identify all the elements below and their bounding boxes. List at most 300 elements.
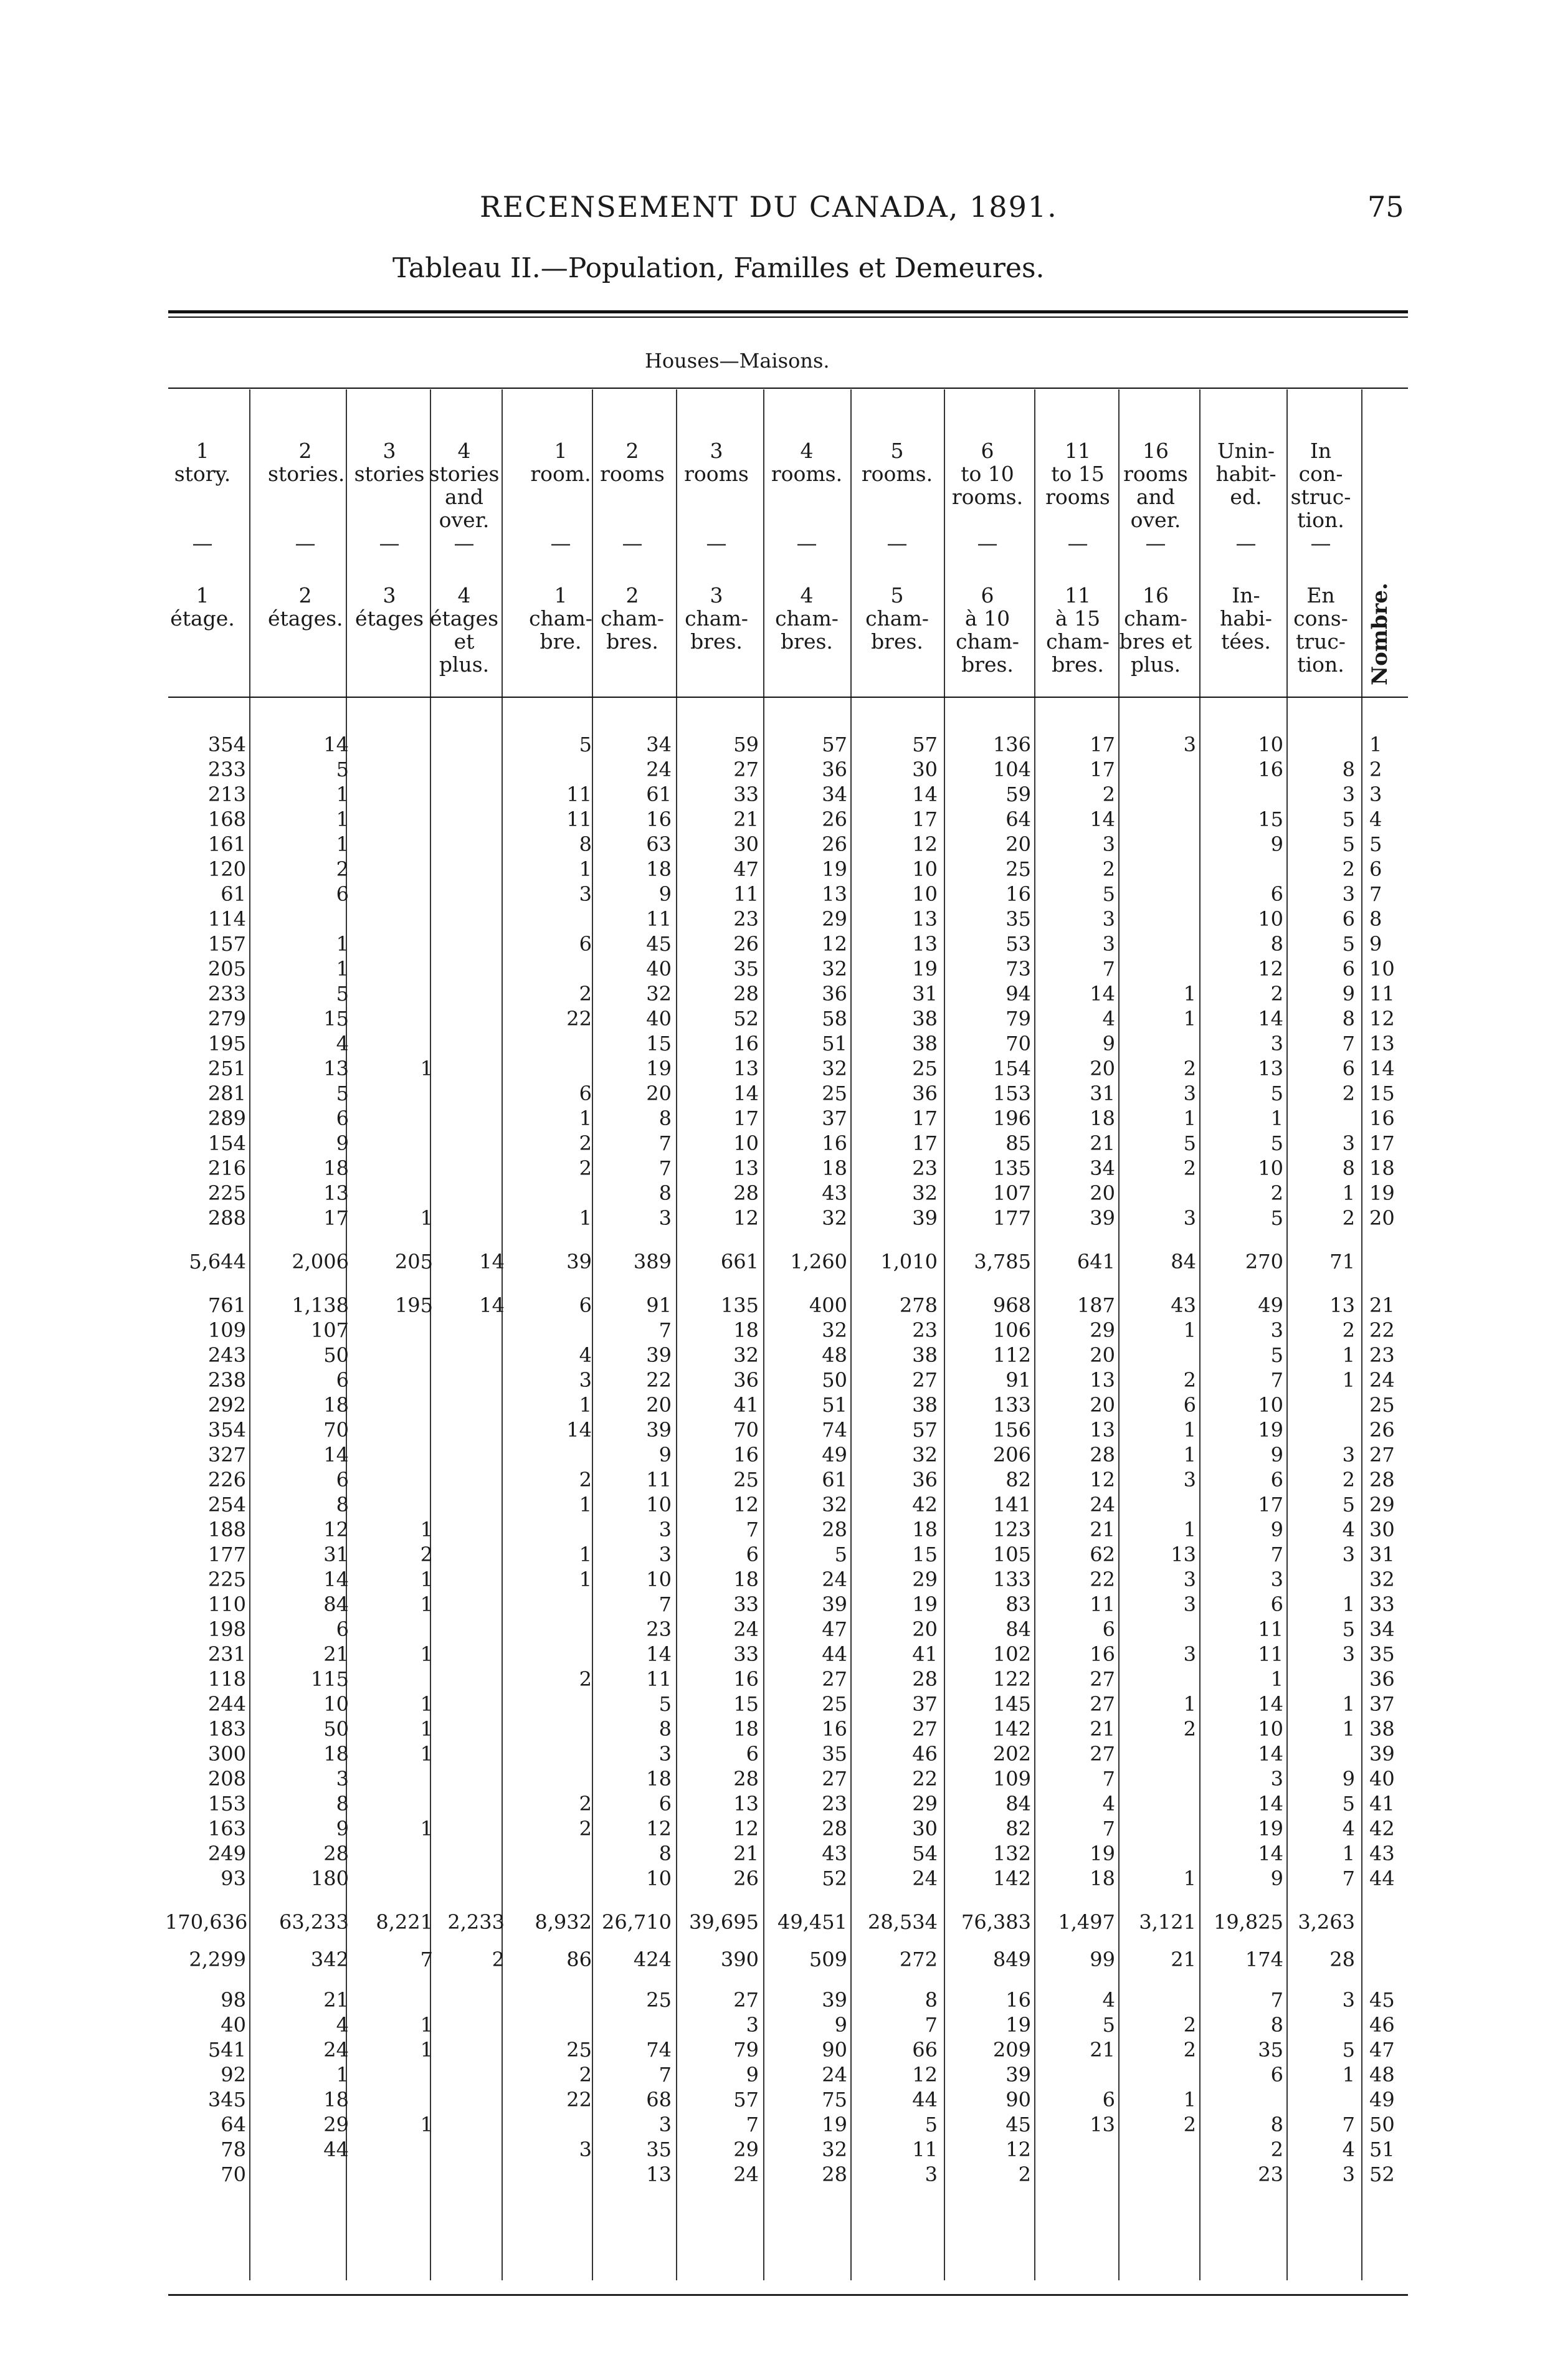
table-row-10-col-1: 205	[207, 957, 246, 981]
column-dash-14: —	[1310, 531, 1331, 555]
table-row-26-col-6: 39	[646, 1418, 672, 1442]
table-row-6-col-11: 2	[1102, 857, 1115, 881]
column-rule-4	[502, 389, 503, 2280]
table-row-42-col-1: 163	[207, 1817, 246, 1840]
table-row-17-col-9: 17	[912, 1131, 938, 1155]
table-row-38-col-3: 1	[420, 1717, 433, 1741]
table-row-26-col-1: 354	[207, 1418, 246, 1442]
table-row-44-col-10: 142	[992, 1867, 1031, 1890]
table-row-3-col-9: 14	[912, 783, 938, 806]
table-row-2-col-9: 30	[912, 758, 938, 781]
table-row-17-col-5: 2	[579, 1131, 592, 1155]
table-row-1-col-6: 34	[646, 733, 672, 756]
table-row-49-nombre: 49	[1369, 2088, 1395, 2111]
table-row-1-col-13: 10	[1258, 733, 1283, 756]
table-row-13-col-14: 7	[1342, 1032, 1355, 1055]
table-row-26-col-10: 156	[992, 1418, 1031, 1442]
column-rule-12	[1199, 389, 1201, 2280]
table-row-26-nombre: 26	[1369, 1418, 1395, 1442]
table-row-11-col-8: 36	[822, 982, 847, 1006]
table-row-31-col-12: 13	[1171, 1543, 1196, 1566]
table-row-21-col-4: 14	[479, 1293, 505, 1317]
column-header-en-5: 1 room.	[530, 439, 591, 486]
table-row-47-nombre: 47	[1369, 2038, 1395, 2062]
table-row-47-col-12: 2	[1183, 2038, 1196, 2062]
table-row-32-col-7: 18	[733, 1568, 759, 1591]
table-row-45-col-11: 4	[1102, 1988, 1115, 2012]
table-row-8-col-1: 114	[207, 907, 246, 931]
table-row-19-col-13: 2	[1270, 1181, 1283, 1205]
total-row-b-col-2: 342	[310, 1948, 349, 1971]
table-row-6-col-7: 47	[733, 857, 759, 881]
column-header-en-7: 3 rooms	[684, 439, 749, 486]
table-row-39-col-1: 300	[207, 1742, 246, 1766]
table-row-15-col-5: 6	[579, 1082, 592, 1105]
table-row-34-col-6: 23	[646, 1617, 672, 1641]
table-row-1-col-9: 57	[912, 733, 938, 756]
table-row-22-col-2: 107	[310, 1318, 349, 1342]
table-row-10-col-7: 35	[733, 957, 759, 981]
table-row-15-col-11: 31	[1090, 1082, 1115, 1105]
table-row-43-col-9: 54	[912, 1842, 938, 1865]
total-row-b-col-7: 390	[720, 1948, 759, 1971]
column-dash-4: —	[454, 531, 475, 555]
column-header-en-14: In con- struc- tion.	[1290, 439, 1351, 532]
table-row-14-col-9: 25	[912, 1057, 938, 1080]
table-row-12-col-2: 15	[323, 1007, 349, 1031]
column-header-fr-4: 4 étages et plus.	[429, 583, 499, 677]
table-row-7-col-6: 9	[659, 882, 672, 906]
total-row-b-col-13: 174	[1245, 1948, 1283, 1971]
table-row-28-nombre: 28	[1369, 1468, 1395, 1492]
column-header-en-13: Unin- habit- ed.	[1215, 439, 1277, 509]
table-row-48-col-13: 6	[1270, 2063, 1283, 2087]
table-row-29-col-11: 24	[1090, 1493, 1115, 1516]
table-row-35-col-7: 33	[733, 1642, 759, 1666]
table-row-43-col-14: 1	[1342, 1842, 1355, 1865]
table-row-15-col-1: 281	[207, 1082, 246, 1105]
table-row-19-col-8: 43	[822, 1181, 847, 1205]
table-row-24-col-9: 27	[912, 1368, 938, 1392]
table-row-19-col-14: 1	[1342, 1181, 1355, 1205]
table-row-16-col-5: 1	[579, 1107, 592, 1130]
table-row-2-col-7: 27	[733, 758, 759, 781]
table-row-8-col-8: 29	[822, 907, 847, 931]
table-row-32-col-5: 1	[579, 1568, 592, 1591]
table-row-50-col-12: 2	[1183, 2113, 1196, 2136]
table-row-41-col-10: 84	[1006, 1792, 1031, 1816]
column-header-fr-13: In- habi- tées.	[1220, 583, 1272, 654]
table-row-36-col-13: 1	[1270, 1667, 1283, 1691]
table-row-12-col-1: 279	[207, 1007, 246, 1031]
table-row-31-col-13: 7	[1270, 1543, 1283, 1566]
table-row-42-col-3: 1	[420, 1817, 433, 1840]
table-row-34-col-7: 24	[733, 1617, 759, 1641]
table-row-19-col-9: 32	[912, 1181, 938, 1205]
table-row-1-col-1: 354	[207, 733, 246, 756]
subtotal-row-col-4: 14	[479, 1250, 505, 1273]
table-row-46-col-8: 9	[834, 2013, 847, 2037]
total-row-b-col-6: 424	[633, 1948, 672, 1971]
subtotal-row-col-13: 270	[1245, 1250, 1283, 1273]
column-header-en-11: 11 to 15 rooms	[1045, 439, 1110, 509]
table-row-28-col-12: 3	[1183, 1468, 1196, 1492]
table-row-46-col-12: 2	[1183, 2013, 1196, 2037]
table-row-42-col-11: 7	[1102, 1817, 1115, 1840]
total-row-b-col-3: 7	[420, 1948, 433, 1971]
table-row-10-col-11: 7	[1102, 957, 1115, 981]
table-row-16-col-1: 289	[207, 1107, 246, 1130]
column-header-fr-14: En cons- truc- tion.	[1293, 583, 1348, 677]
table-row-33-col-1: 110	[207, 1592, 246, 1616]
table-row-38-col-1: 183	[207, 1717, 246, 1741]
table-row-3-col-5: 11	[566, 783, 592, 806]
table-row-52-col-9: 3	[925, 2163, 938, 2186]
table-row-19-col-10: 107	[992, 1181, 1031, 1205]
table-row-37-nombre: 37	[1369, 1692, 1395, 1716]
table-row-34-col-1: 198	[207, 1617, 246, 1641]
table-row-8-col-11: 3	[1102, 907, 1115, 931]
table-row-7-col-13: 6	[1270, 882, 1283, 906]
table-row-51-col-7: 29	[733, 2138, 759, 2161]
table-row-7-col-8: 13	[822, 882, 847, 906]
table-row-23-nombre: 23	[1369, 1343, 1395, 1367]
table-row-5-col-1: 161	[207, 832, 246, 856]
table-row-20-col-3: 1	[420, 1206, 433, 1230]
table-row-19-col-6: 8	[659, 1181, 672, 1205]
table-row-48-col-8: 24	[822, 2063, 847, 2087]
table-row-20-col-1: 288	[207, 1206, 246, 1230]
column-header-fr-11: 11 à 15 cham- bres.	[1046, 583, 1110, 677]
table-row-40-col-13: 3	[1270, 1767, 1283, 1791]
table-row-28-col-6: 11	[646, 1468, 672, 1492]
table-row-26-col-12: 1	[1183, 1418, 1196, 1442]
table-row-4-col-7: 21	[733, 807, 759, 831]
table-row-25-col-1: 292	[207, 1393, 246, 1417]
table-row-13-col-6: 15	[646, 1032, 672, 1055]
column-dash-13: —	[1235, 531, 1257, 555]
table-row-47-col-9: 66	[912, 2038, 938, 2062]
table-row-30-col-11: 21	[1090, 1518, 1115, 1541]
table-row-28-col-14: 2	[1342, 1468, 1355, 1492]
table-row-44-col-9: 24	[912, 1867, 938, 1890]
column-dash-2: —	[295, 531, 316, 555]
table-row-4-col-10: 64	[1006, 807, 1031, 831]
total-row-a-col-10: 76,383	[961, 1910, 1031, 1934]
table-row-37-col-1: 244	[207, 1692, 246, 1716]
table-row-48-nombre: 48	[1369, 2063, 1395, 2087]
table-row-17-col-12: 5	[1183, 1131, 1196, 1155]
table-row-40-col-10: 109	[992, 1767, 1031, 1791]
table-row-23-col-2: 50	[323, 1343, 349, 1367]
total-row-a-col-8: 49,451	[777, 1910, 847, 1934]
table-row-19-nombre: 19	[1369, 1181, 1395, 1205]
table-row-2-col-13: 16	[1258, 758, 1283, 781]
total-row-b-col-11: 99	[1090, 1948, 1115, 1971]
table-row-45-col-14: 3	[1342, 1988, 1355, 2012]
table-row-51-col-6: 35	[646, 2138, 672, 2161]
table-row-27-col-1: 327	[207, 1443, 246, 1467]
table-row-24-col-1: 238	[207, 1368, 246, 1392]
table-row-52-col-14: 3	[1342, 2163, 1355, 2186]
bottom-rule	[168, 2294, 1408, 2296]
table-row-1-col-7: 59	[733, 733, 759, 756]
table-row-21-col-9: 278	[899, 1293, 938, 1317]
table-row-1-col-2: 14	[323, 733, 349, 756]
table-row-24-col-8: 50	[822, 1368, 847, 1392]
table-row-13-col-9: 38	[912, 1032, 938, 1055]
table-row-3-nombre: 3	[1369, 783, 1382, 806]
table-row-24-col-5: 3	[579, 1368, 592, 1392]
table-row-26-col-5: 14	[566, 1418, 592, 1442]
table-row-22-col-13: 3	[1270, 1318, 1283, 1342]
header-bottom-rule	[168, 697, 1408, 698]
table-row-27-col-2: 14	[323, 1443, 349, 1467]
table-row-50-col-11: 13	[1090, 2113, 1115, 2136]
table-row-24-col-12: 2	[1183, 1368, 1196, 1392]
group-heading-rule	[168, 388, 1408, 389]
table-row-4-col-8: 26	[822, 807, 847, 831]
subtotal-row-col-11: 641	[1077, 1250, 1115, 1273]
page-number: 75	[1367, 190, 1404, 224]
table-row-40-col-7: 28	[733, 1767, 759, 1791]
table-row-50-col-1: 64	[221, 2113, 246, 2136]
table-row-35-col-3: 1	[420, 1642, 433, 1666]
table-row-16-col-9: 17	[912, 1107, 938, 1130]
table-row-45-col-2: 21	[323, 1988, 349, 2012]
table-row-25-col-6: 20	[646, 1393, 672, 1417]
table-row-30-col-3: 1	[420, 1518, 433, 1541]
table-row-24-col-14: 1	[1342, 1368, 1355, 1392]
table-row-1-col-10: 136	[992, 733, 1031, 756]
column-rule-10	[1034, 389, 1035, 2280]
column-header-en-12: 16 rooms and over.	[1123, 439, 1188, 532]
table-row-8-col-14: 6	[1342, 907, 1355, 931]
table-row-35-col-9: 41	[912, 1642, 938, 1666]
table-row-21-col-11: 187	[1077, 1293, 1115, 1317]
table-row-10-col-6: 40	[646, 957, 672, 981]
table-row-17-col-11: 21	[1090, 1131, 1115, 1155]
table-row-5-col-9: 12	[912, 832, 938, 856]
column-dash-12: —	[1145, 531, 1166, 555]
table-row-50-col-3: 1	[420, 2113, 433, 2136]
table-row-24-col-10: 91	[1006, 1368, 1031, 1392]
column-dash-6: —	[622, 531, 643, 555]
table-row-20-col-9: 39	[912, 1206, 938, 1230]
table-row-21-col-8: 400	[809, 1293, 847, 1317]
table-row-32-col-13: 3	[1270, 1568, 1283, 1591]
table-row-18-col-5: 2	[579, 1156, 592, 1180]
table-row-31-col-3: 2	[420, 1543, 433, 1566]
table-row-43-col-11: 19	[1090, 1842, 1115, 1865]
table-row-12-col-13: 14	[1258, 1007, 1283, 1031]
table-row-44-col-14: 7	[1342, 1867, 1355, 1890]
total-row-b-col-8: 509	[809, 1948, 847, 1971]
subtotal-row-col-14: 71	[1329, 1250, 1355, 1273]
table-row-8-nombre: 8	[1369, 907, 1382, 931]
table-row-8-col-10: 35	[1006, 907, 1031, 931]
table-row-3-col-6: 61	[646, 783, 672, 806]
table-row-40-nombre: 40	[1369, 1767, 1395, 1791]
table-row-5-col-2: 1	[336, 832, 349, 856]
table-row-8-col-13: 10	[1258, 907, 1283, 931]
total-row-a-col-4: 2,233	[447, 1910, 505, 1934]
table-row-16-col-13: 1	[1270, 1107, 1283, 1130]
table-row-33-col-8: 39	[822, 1592, 847, 1616]
table-row-50-col-7: 7	[746, 2113, 759, 2136]
table-row-27-col-9: 32	[912, 1443, 938, 1467]
table-row-30-col-12: 1	[1183, 1518, 1196, 1541]
table-row-26-col-11: 13	[1090, 1418, 1115, 1442]
table-row-12-col-9: 38	[912, 1007, 938, 1031]
table-row-22-col-6: 7	[659, 1318, 672, 1342]
table-row-43-col-13: 14	[1258, 1842, 1283, 1865]
table-row-36-col-5: 2	[579, 1667, 592, 1691]
table-row-48-col-10: 39	[1006, 2063, 1031, 2087]
subtotal-row-col-2: 2,006	[292, 1250, 349, 1273]
table-row-47-col-7: 79	[733, 2038, 759, 2062]
table-row-42-col-9: 30	[912, 1817, 938, 1840]
table-row-43-col-2: 28	[323, 1842, 349, 1865]
table-row-35-col-1: 231	[207, 1642, 246, 1666]
table-row-45-col-1: 98	[221, 1988, 246, 2012]
table-row-26-col-8: 74	[822, 1418, 847, 1442]
table-row-11-col-14: 9	[1342, 982, 1355, 1006]
table-row-3-col-11: 2	[1102, 783, 1115, 806]
table-row-39-col-9: 46	[912, 1742, 938, 1766]
table-row-38-col-6: 8	[659, 1717, 672, 1741]
table-row-26-col-2: 70	[323, 1418, 349, 1442]
column-header-fr-3: 3 étages	[354, 583, 424, 631]
total-row-a-col-13: 19,825	[1214, 1910, 1283, 1934]
table-row-49-col-6: 68	[646, 2088, 672, 2111]
table-row-38-col-7: 18	[733, 1717, 759, 1741]
table-row-37-col-10: 145	[992, 1692, 1031, 1716]
table-row-51-col-10: 12	[1006, 2138, 1031, 2161]
table-row-51-col-2: 44	[323, 2138, 349, 2161]
table-row-40-col-9: 22	[912, 1767, 938, 1791]
column-header-en-9: 5 rooms.	[861, 439, 933, 486]
table-row-42-col-2: 9	[336, 1817, 349, 1840]
table-row-50-col-9: 5	[925, 2113, 938, 2136]
table-row-35-col-6: 14	[646, 1642, 672, 1666]
table-row-22-col-14: 2	[1342, 1318, 1355, 1342]
table-row-21-col-10: 968	[992, 1293, 1031, 1317]
table-row-21-col-13: 49	[1258, 1293, 1283, 1317]
table-row-44-col-7: 26	[733, 1867, 759, 1890]
table-row-48-col-7: 9	[746, 2063, 759, 2087]
table-row-36-col-7: 16	[733, 1667, 759, 1691]
table-row-29-col-7: 12	[733, 1493, 759, 1516]
table-row-12-col-7: 52	[733, 1007, 759, 1031]
table-row-7-col-11: 5	[1102, 882, 1115, 906]
table-row-34-col-8: 47	[822, 1617, 847, 1641]
table-row-18-col-1: 216	[207, 1156, 246, 1180]
table-row-11-col-2: 5	[336, 982, 349, 1006]
table-row-3-col-10: 59	[1006, 783, 1031, 806]
table-row-45-col-13: 7	[1270, 1988, 1283, 2012]
table-row-5-col-7: 30	[733, 832, 759, 856]
table-row-1-col-12: 3	[1183, 733, 1196, 756]
table-row-31-col-10: 105	[992, 1543, 1031, 1566]
table-row-50-col-10: 45	[1006, 2113, 1031, 2136]
table-row-45-col-7: 27	[733, 1988, 759, 2012]
table-row-23-col-6: 39	[646, 1343, 672, 1367]
table-row-29-col-13: 17	[1258, 1493, 1283, 1516]
table-row-46-col-2: 4	[336, 2013, 349, 2037]
table-row-14-col-2: 13	[323, 1057, 349, 1080]
total-row-b-col-1: 2,299	[189, 1948, 246, 1971]
table-row-14-col-7: 13	[733, 1057, 759, 1080]
column-header-fr-6: 2 cham- bres.	[601, 583, 664, 654]
table-row-50-nombre: 50	[1369, 2113, 1395, 2136]
table-row-24-nombre: 24	[1369, 1368, 1395, 1392]
table-row-14-col-6: 19	[646, 1057, 672, 1080]
table-row-4-col-6: 16	[646, 807, 672, 831]
table-row-35-col-8: 44	[822, 1642, 847, 1666]
table-row-37-col-6: 5	[659, 1692, 672, 1716]
table-row-17-col-7: 10	[733, 1131, 759, 1155]
table-row-47-col-5: 25	[566, 2038, 592, 2062]
table-row-24-col-6: 22	[646, 1368, 672, 1392]
table-row-18-col-6: 7	[659, 1156, 672, 1180]
table-row-33-nombre: 33	[1369, 1592, 1395, 1616]
table-row-35-col-11: 16	[1090, 1642, 1115, 1666]
table-row-14-col-1: 251	[207, 1057, 246, 1080]
table-row-11-col-6: 32	[646, 982, 672, 1006]
table-row-28-col-11: 12	[1090, 1468, 1115, 1492]
table-row-12-col-10: 79	[1006, 1007, 1031, 1031]
table-row-13-col-10: 70	[1006, 1032, 1031, 1055]
table-row-36-col-1: 118	[207, 1667, 246, 1691]
table-row-2-col-14: 8	[1342, 758, 1355, 781]
table-row-41-col-11: 4	[1102, 1792, 1115, 1816]
table-row-43-col-6: 8	[659, 1842, 672, 1865]
subtotal-row-col-7: 661	[720, 1250, 759, 1273]
table-row-14-col-3: 1	[420, 1057, 433, 1080]
table-row-41-col-14: 5	[1342, 1792, 1355, 1816]
table-row-18-col-11: 34	[1090, 1156, 1115, 1180]
table-row-12-col-5: 22	[566, 1007, 592, 1031]
table-row-39-col-10: 202	[992, 1742, 1031, 1766]
table-row-5-col-13: 9	[1270, 832, 1283, 856]
table-row-21-col-6: 91	[646, 1293, 672, 1317]
table-row-25-col-7: 41	[733, 1393, 759, 1417]
table-row-41-col-2: 8	[336, 1792, 349, 1816]
table-row-9-col-5: 6	[579, 932, 592, 956]
table-row-37-col-13: 14	[1258, 1692, 1283, 1716]
table-row-49-col-5: 22	[566, 2088, 592, 2111]
table-row-26-col-7: 70	[733, 1418, 759, 1442]
table-row-10-col-2: 1	[336, 957, 349, 981]
table-row-28-col-5: 2	[579, 1468, 592, 1492]
table-row-31-col-6: 3	[659, 1543, 672, 1566]
table-row-41-col-13: 14	[1258, 1792, 1283, 1816]
table-row-29-col-1: 254	[207, 1493, 246, 1516]
table-row-3-col-1: 213	[207, 783, 246, 806]
table-row-4-col-5: 11	[566, 807, 592, 831]
table-row-13-col-1: 195	[207, 1032, 246, 1055]
table-row-34-col-13: 11	[1258, 1617, 1283, 1641]
table-row-48-col-6: 7	[659, 2063, 672, 2087]
table-row-21-col-7: 135	[720, 1293, 759, 1317]
table-row-30-col-9: 18	[912, 1518, 938, 1541]
table-row-19-col-1: 225	[207, 1181, 246, 1205]
table-row-30-col-6: 3	[659, 1518, 672, 1541]
top-double-rule	[168, 310, 1408, 313]
table-row-49-col-2: 18	[323, 2088, 349, 2111]
subtotal-row-col-8: 1,260	[790, 1250, 847, 1273]
